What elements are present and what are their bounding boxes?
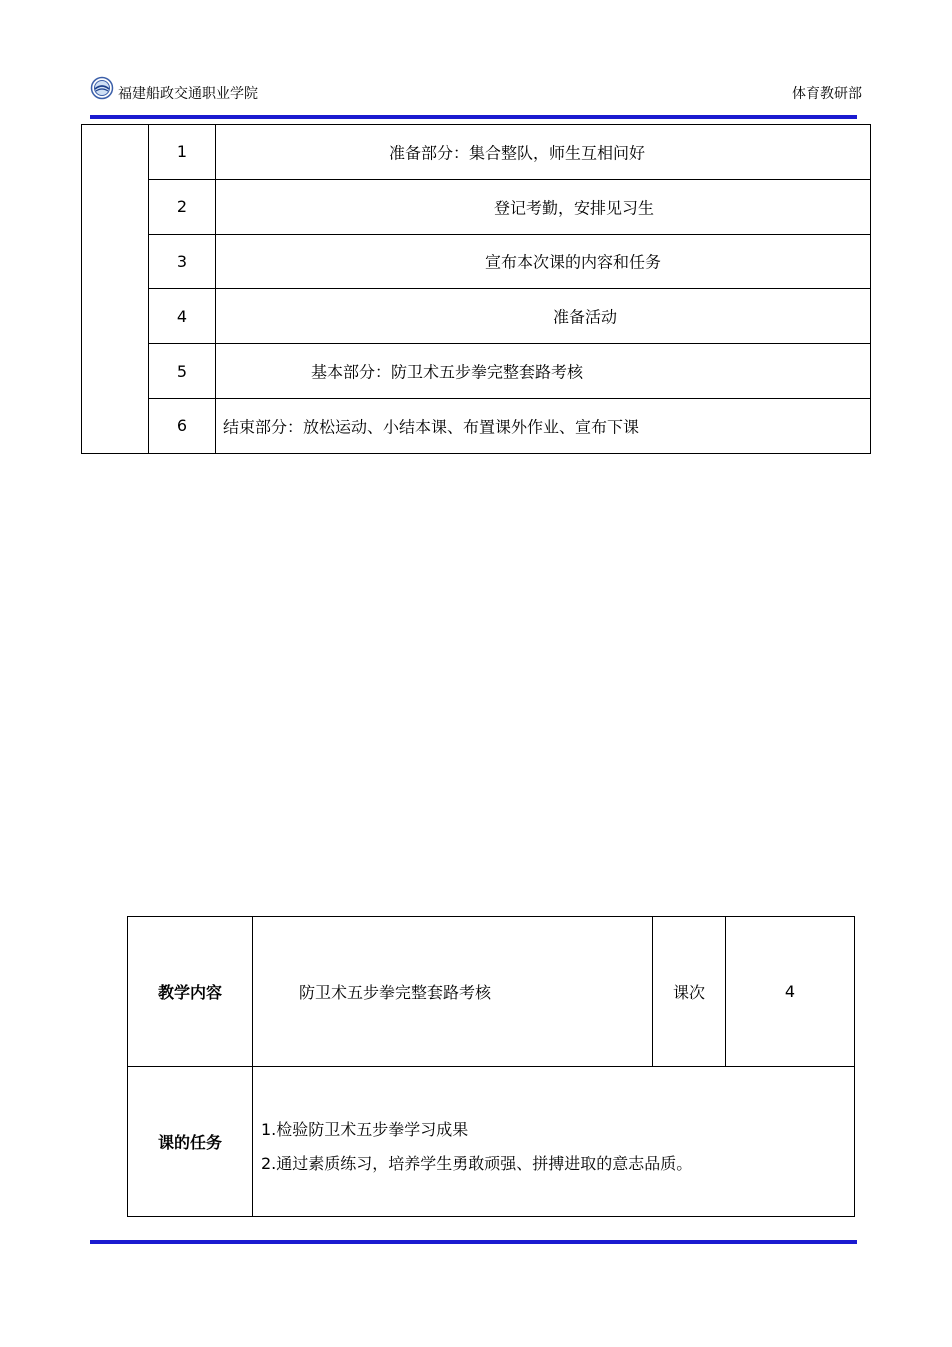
task-item: 2.通过素质练习，培养学生勇敢顽强、拼搏进取的意志品质。 (261, 1153, 693, 1173)
step-text: 准备活动 (553, 307, 618, 327)
table-row (82, 179, 871, 234)
step-number: 5 (149, 344, 216, 399)
table-row (82, 289, 871, 344)
school-emblem-icon (90, 76, 114, 100)
step-text: 准备部分：集合整队，师生互相问好 (389, 143, 646, 163)
step-text-cell (216, 344, 871, 399)
step-number: 6 (149, 398, 216, 453)
step-text: 结束部分：放松运动、小结本课、布置课外作业、宣布下课 (223, 417, 640, 437)
task-label: 课的任务 (128, 1067, 253, 1217)
page-header (90, 76, 862, 116)
task-item: 1.检验防卫术五步拳学习成果 (261, 1119, 469, 1139)
task-list (253, 1103, 854, 1181)
header-rule (90, 115, 857, 119)
step-text-cell (216, 289, 871, 344)
step-text-cell (216, 179, 871, 234)
department-name: 体育教研部 (792, 86, 862, 102)
table-row (82, 125, 871, 180)
step-text-cell (216, 234, 871, 289)
content-label: 教学内容 (128, 917, 253, 1067)
school-name: 福建船政交通职业学院 (118, 86, 258, 102)
step-number: 2 (149, 179, 216, 234)
table-row (82, 398, 871, 453)
step-number: 3 (149, 234, 216, 289)
lesson-label: 课次 (653, 917, 726, 1067)
step-text: 基本部分：防卫术五步拳完整套路考核 (311, 362, 584, 382)
task-list-cell (253, 1067, 855, 1217)
table-row (82, 344, 871, 399)
lesson-info-table (127, 916, 855, 1217)
lesson-number: 4 (726, 917, 855, 1067)
blank-cell (82, 125, 149, 454)
table-row (128, 1067, 855, 1217)
step-text: 登记考勤，安排见习生 (494, 198, 655, 218)
step-number: 4 (149, 289, 216, 344)
table-row (128, 917, 855, 1067)
lesson-steps-table (81, 124, 871, 454)
step-text: 宣布本次课的内容和任务 (485, 252, 662, 272)
content-value: 防卫术五步拳完整套路考核 (253, 917, 653, 1067)
step-number: 1 (149, 125, 216, 180)
footer-rule (90, 1240, 857, 1244)
table-row (82, 234, 871, 289)
step-text-cell (216, 398, 871, 453)
step-text-cell (216, 125, 871, 180)
